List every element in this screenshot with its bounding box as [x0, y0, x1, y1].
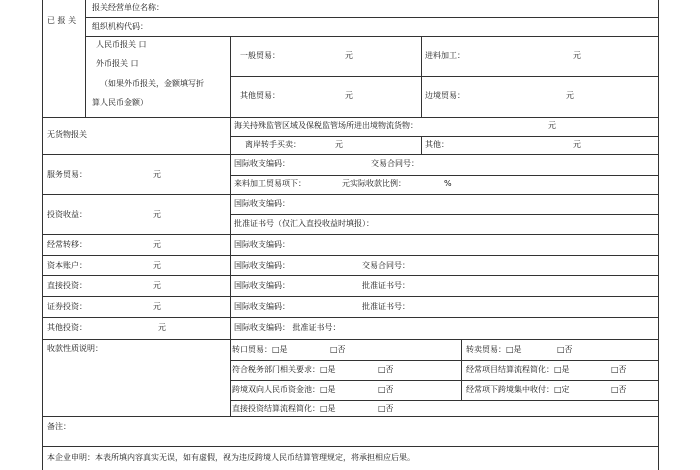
no-goods-label: 无货物报关	[47, 130, 87, 139]
direct-simplify-no[interactable]: □否	[378, 404, 394, 413]
no-goods-other-label: 其他：	[425, 140, 449, 149]
central-collect-no[interactable]: □否	[611, 385, 627, 394]
service-actual-ratio: 元实际收款比例：	[342, 179, 406, 188]
other-trade-label: 其他贸易：	[240, 91, 280, 100]
central-collect-yes[interactable]: 经常项下跨境集中收付：□定	[466, 385, 570, 394]
tax-compliance-yes[interactable]: 符合税务部门相关要求：□是	[232, 365, 336, 374]
direct-invest-intl-code: 国际收支编码：	[234, 281, 290, 290]
org-code-label: 组织机构代码：	[92, 22, 148, 31]
direct-simplify-yes[interactable]: 直接投资结算流程简化：□是	[232, 404, 336, 413]
rmb-customs-option[interactable]: 人民币报关 口	[96, 40, 147, 49]
resale-trade-no[interactable]: □否	[557, 345, 573, 354]
other-invest-line: 国际收支编码： 批准证书号：	[234, 323, 341, 332]
nature-label: 收款性质说明：	[47, 344, 103, 353]
service-label: 服务贸易：	[47, 170, 87, 179]
service-processing-line: 来料加工贸易项下：	[234, 179, 306, 188]
other-invest-label: 其他投资：	[47, 323, 87, 332]
entrepot-trade-yes[interactable]: 转口贸易：□是	[232, 345, 288, 354]
securities-unit: 元	[153, 302, 161, 311]
service-contract-no: 交易合同号：	[371, 159, 419, 168]
securities-approval: 批准证书号：	[362, 302, 410, 311]
direct-invest-unit: 元	[153, 281, 161, 290]
fx-customs-option[interactable]: 外币报关 口	[96, 59, 139, 68]
capital-label: 资本账户：	[47, 261, 87, 270]
entrepot-trade-no[interactable]: □否	[330, 345, 346, 354]
current-transfer-unit: 元	[153, 240, 161, 249]
declaration-text: 本企业申明：本表所填内容真实无误，如有虚假，视为违反跨境人民币结算管理规定，将承担相应后果。	[47, 453, 415, 462]
securities-label: 证券投资：	[47, 302, 87, 311]
current-transfer-intl-code: 国际收支编码：	[234, 240, 290, 249]
capital-intl-code: 国际收支编码：	[234, 261, 290, 270]
service-unit: 元	[153, 170, 161, 179]
current-simplify-no[interactable]: □否	[611, 365, 627, 374]
no-goods-other-unit: 元	[573, 140, 581, 149]
border-trade-unit: 元	[566, 91, 574, 100]
declared-label: 已 报 关	[47, 16, 77, 25]
fx-note-line2: 算人民币金额）	[92, 98, 148, 107]
direct-invest-approval: 批准证书号：	[362, 281, 410, 290]
other-trade-unit: 元	[345, 91, 353, 100]
capital-unit: 元	[153, 261, 161, 270]
current-transfer-label: 经常转移：	[47, 240, 87, 249]
service-percent: %	[444, 179, 452, 188]
rmb-pool-yes[interactable]: 跨境双向人民币资金池：□是	[232, 385, 336, 394]
border-trade-label: 边境贸易：	[425, 91, 465, 100]
resale-trade-yes[interactable]: 转卖贸易：□是	[466, 345, 522, 354]
other-invest-unit: 元	[158, 323, 166, 332]
rmb-pool-no[interactable]: □否	[378, 385, 394, 394]
processing-import-unit: 元	[573, 51, 581, 60]
current-simplify-yes[interactable]: 经常项目结算流程简化：□是	[466, 365, 570, 374]
capital-contract-no: 交易合同号：	[362, 261, 410, 270]
securities-intl-code: 国际收支编码：	[234, 302, 290, 311]
service-intl-code: 国际收支编码：	[234, 159, 290, 168]
special-zone-label: 海关持殊监管区域及保税监管场所进出境物流货物：	[234, 121, 418, 130]
fx-note-line1: （如果外币报关，金额填写折	[100, 79, 204, 88]
investment-income-label: 投资收益：	[47, 210, 87, 219]
offshore-unit: 元	[335, 140, 343, 149]
special-zone-unit: 元	[548, 121, 556, 130]
investment-income-intl-code: 国际收支编码：	[234, 199, 290, 208]
investment-income-approval: 批准证书号（仅汇入直投收益时填报）：	[234, 219, 374, 228]
unit-name-label: 报关经营单位名称：	[92, 3, 164, 12]
investment-income-unit: 元	[153, 210, 161, 219]
direct-invest-label: 直接投资：	[47, 281, 87, 290]
remarks-label: 备注：	[47, 422, 71, 431]
general-trade-label: 一般贸易：	[240, 51, 280, 60]
processing-import-label: 进料加工：	[425, 51, 465, 60]
tax-compliance-no[interactable]: □否	[378, 365, 394, 374]
general-trade-unit: 元	[345, 51, 353, 60]
offshore-label: 离岸转手买卖：	[245, 140, 301, 149]
